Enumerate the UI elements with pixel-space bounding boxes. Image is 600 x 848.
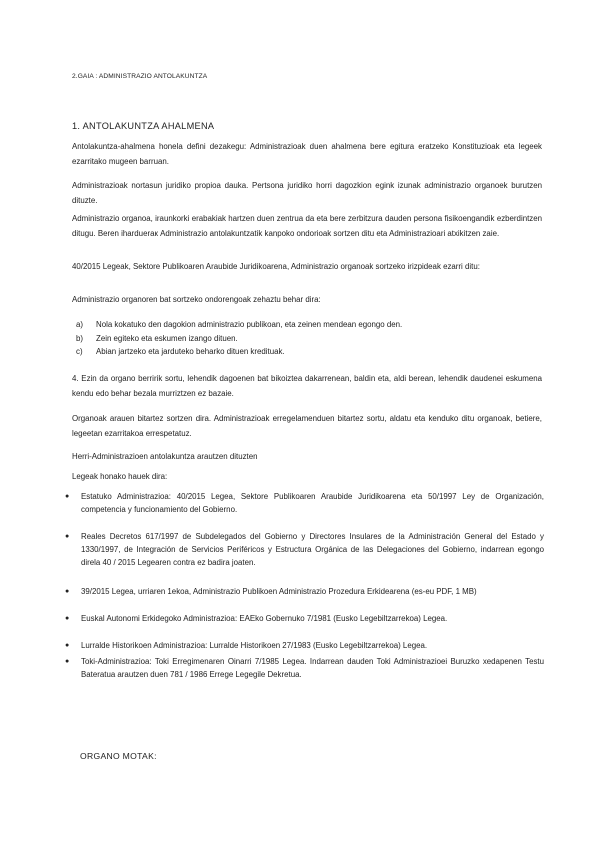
bullet-icon: ●: [65, 658, 70, 665]
bullet-item-basque-administration: [64, 612, 544, 625]
bullet-icon: ●: [65, 588, 70, 595]
bullet-icon: ●: [65, 615, 70, 622]
bullet-item-law-39-2015: [64, 585, 544, 598]
bullet-text: 39/2015 Legea, urriaren 1ekoa, Administrazio Publikoen Administrazio Prozedura Erkidearena (es-eu PDF, 1 MB): [81, 587, 477, 596]
bullet-text: Estatuko Administrazioa: 40/2015 Legea, Sektore Publikoaren Araubide Juridikoarena eta 50/1997 Ley de Organización, competencia y funcionamiento del Gobierno.: [81, 492, 544, 514]
bullet-icon: ●: [65, 642, 70, 649]
paragraph-organs-by-rules: Organoak arauen bitartez sortzen dira. Administrazioak erregelamenduen bitartez sortu, aldatu eta kenduko ditu organoak, betiere, legeetan ezarritakoa errespetatuz.: [72, 414, 542, 438]
paragraph-law-40-2015: 40/2015 Legeak, Sektore Publikoaren Araubide Juridikoarena, Administrazio organoak sortzeko irizpideak ezarri ditu:: [72, 262, 480, 271]
section-title: 1. ANTOLAKUNTZA AHALMENA: [72, 121, 215, 131]
bullet-icon: ●: [65, 533, 70, 540]
bullet-item-historic-territories: [64, 639, 544, 652]
paragraph-no-duplicate-organs: 4. Ezin da organo berririk sortu, lehendik dagoenen bat bikoiztea dakarrenean, baldin eta, aldi berean, lehendik daudenei eskumena kendu edo behar bezala murriztzen ez bazaie.: [72, 374, 542, 398]
list-marker: a): [76, 320, 84, 329]
paragraph-public-administration-laws: Herri-Administrazioen antolakuntza arautzen dituzten: [72, 452, 258, 461]
organ-types-heading: ORGANO MOTAK:: [80, 751, 157, 761]
bullet-text: Reales Decretos 617/1997 de Subdelegados del Gobierno y Directores Insulares de la Administración General del Estado y 1330/1997, de Integración de Servicios Periféricos y Estructura Orgánica de las Delegaciones del Gobierno, indarrean egongo direla 40 / 2015 Legearen contra ez badira joaten.: [81, 532, 544, 567]
list-item: [72, 345, 542, 359]
requirements-list: [72, 318, 542, 359]
paragraph-legal-personality: Administrazioak nortasun juridiko propioa dauka. Pertsona juridiko horri dagozkion egink izunak administrazio organoek burutzen dituzte.: [72, 181, 542, 205]
paragraph-definition: Antolakuntza-ahalmena honela defini dezakegu: Administrazioak duen ahalmena bere egitura eratzeko Konstituzioak eta legeek ezarritako mugeen barruan.: [72, 142, 542, 166]
paragraph-creation-requirements: Administrazio organoren bat sortzeko ondorengoak zehaztu behar dira:: [72, 295, 321, 304]
list-marker: b): [76, 333, 84, 343]
bullet-text: Lurralde Historikoen Administrazioa: Lurralde Historikoen 27/1983 (Eusko Legebiltzarrekoa) Legea.: [81, 641, 428, 650]
list-item-text: Abian jartzeko eta jarduteko beharko dituen kredituak.: [96, 347, 285, 356]
document-header: 2.GAIA : ADMINISTRAZIO ANTOLAKUNTZA: [72, 73, 208, 80]
list-marker: c): [76, 347, 83, 356]
bullet-item-royal-decrees: [64, 530, 544, 569]
paragraph-laws-intro: Legeak honako hauek dira:: [72, 472, 168, 481]
bullet-item-local-administration: [64, 655, 544, 681]
list-item: [72, 332, 542, 346]
bullet-text: Euskal Autonomi Erkidegoko Administrazioa: EAEko Gobernuko 7/1981 (Eusko Legebiltzarrekoa) Legea.: [81, 614, 448, 623]
bullet-item-state-administration: [64, 490, 544, 516]
list-item-text: Zein egiteko eta eskumen izango dituen.: [96, 333, 238, 343]
bullet-icon: ●: [65, 493, 70, 500]
paragraph-administrative-organ: Administrazio organoa, iraunkorki erabakiak hartzen duen zentrua da eta bere zerbitzura dauden persona fisikoengandik ezberdintzen ditugu. Beren ihardueraк Administrazio antolakuntzatik kanpoko ondorioak sortzen ditu eta Administrazioari atxikitzen zaie.: [72, 214, 542, 238]
bullet-text: Toki-Administrazioa: Toki Erregimenaren Oinarri 7/1985 Legea. Indarrean dauden Toki Administrazioei Buruzko xedapenen Testu Bateratua arautzen duen 781 / 1986 Errege Legegile Dekretua.: [81, 657, 544, 679]
list-item-text: Nola kokatuko den dagokion administrazio publikoan, eta zeinen mendean egongo den.: [96, 320, 403, 329]
list-item: [72, 318, 542, 332]
